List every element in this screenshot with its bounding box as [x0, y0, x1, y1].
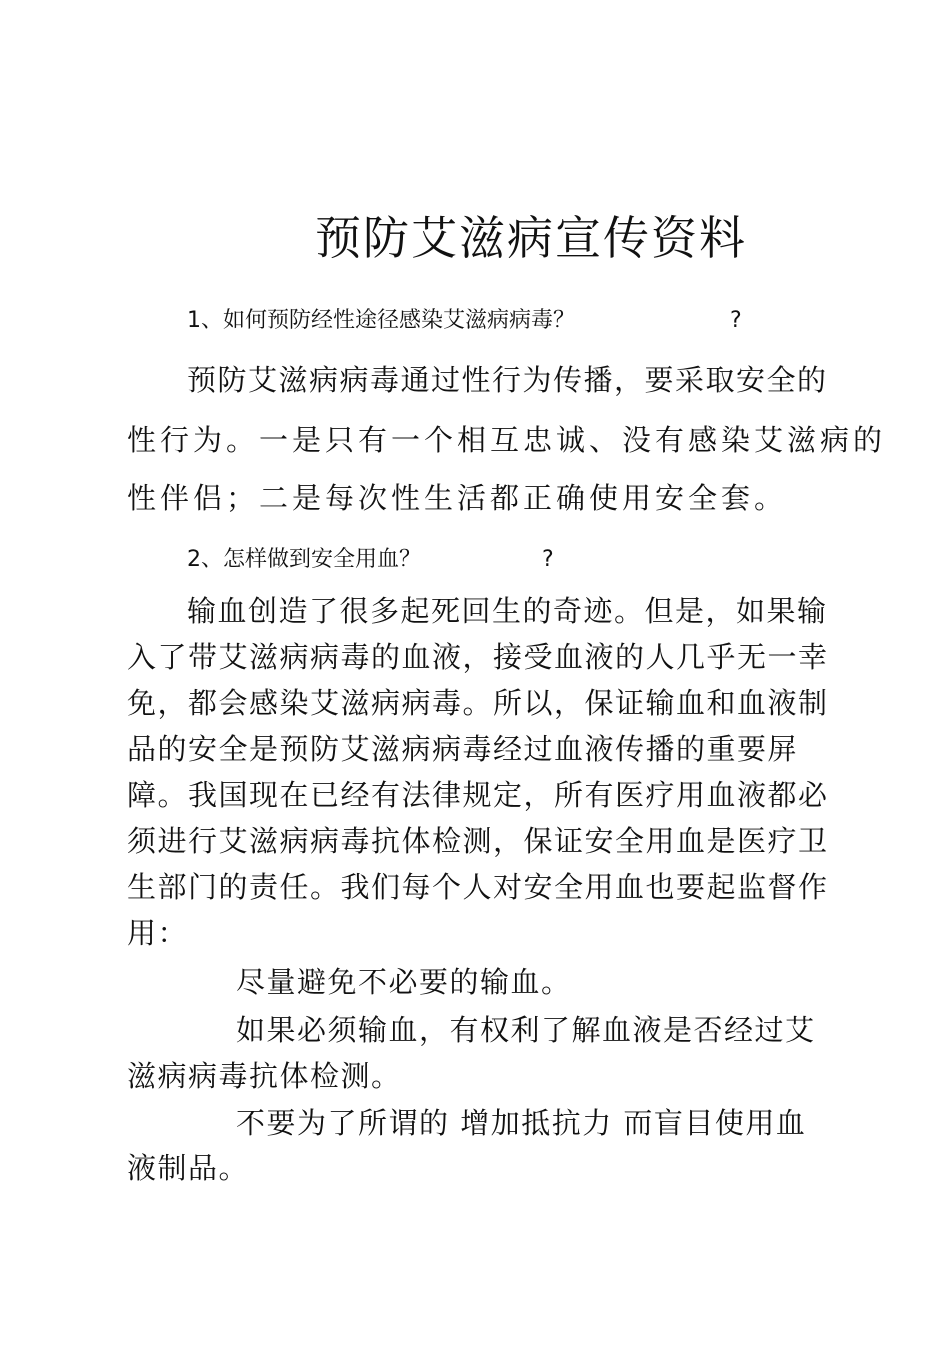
question-2: 2、怎样做到安全用血？ [187, 547, 421, 572]
answer-1-line-2: 性行为。一是只有一个相互忠诚、没有感染艾滋病的 [127, 423, 887, 457]
answer-2-line-4: 品的安全是预防艾滋病病毒经过血液传播的重要屏 [127, 732, 799, 766]
question-1: 1、如何预防经性途径感染艾滋病病毒？ [187, 308, 575, 333]
bullet-item-2-continued: 滋病病毒抗体检测。 [127, 1059, 402, 1093]
answer-1-line-3: 性伴侣；二是每次性生活都正确使用安全套。 [127, 481, 788, 515]
bullet-item-3-continued: 液制品。 [127, 1151, 250, 1185]
question-1-mark: ? [730, 308, 742, 333]
bullet-item-1: 尽量避免不必要的输血。 [236, 965, 572, 999]
answer-2-line-1: 输血创造了很多起死回生的奇迹。但是，如果输 [187, 594, 828, 628]
answer-2-line-8: 用： [127, 916, 189, 950]
bullet-item-3: 不要为了所谓的 增加抵抗力 而盲目使用血 [236, 1106, 807, 1140]
answer-2-line-6: 须进行艾滋病病毒抗体检测，保证安全用血是医疗卫 [127, 824, 829, 858]
answer-2-line-7: 生部门的责任。我们每个人对安全用血也要起监督作 [127, 870, 829, 904]
answer-1-line-1: 预防艾滋病病毒通过性行为传播，要采取安全的 [187, 363, 828, 397]
answer-2-line-5: 障。我国现在已经有法律规定，所有医疗用血液都必 [127, 778, 829, 812]
answer-2-line-2: 入了带艾滋病病毒的血液，接受血液的人几乎无一幸 [127, 640, 829, 674]
document-title: 预防艾滋病宣传资料 [315, 211, 747, 265]
bullet-item-2: 如果必须输血，有权利了解血液是否经过艾 [236, 1013, 816, 1047]
question-2-mark: ? [542, 547, 554, 572]
answer-2-line-3: 免，都会感染艾滋病病毒。所以，保证输血和血液制 [127, 686, 829, 720]
